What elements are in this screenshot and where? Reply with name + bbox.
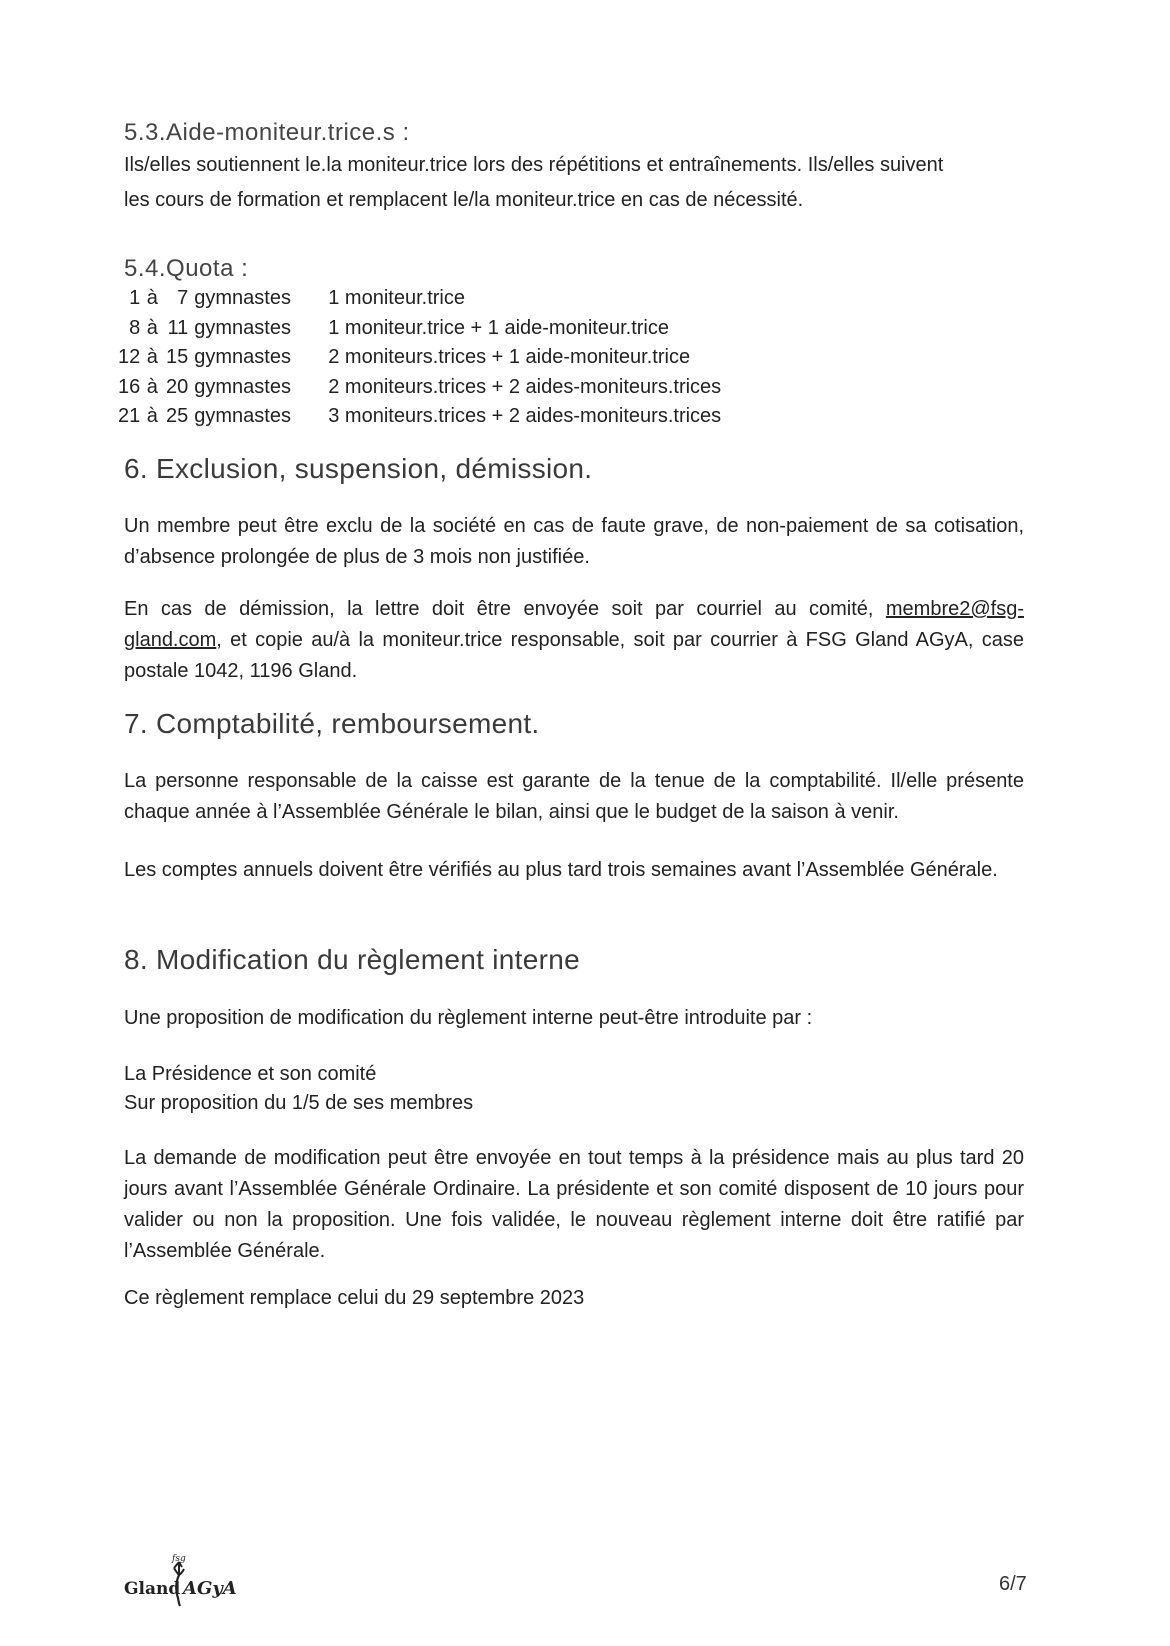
quota-unit: gymnastes bbox=[194, 316, 291, 339]
quota-separator: à bbox=[146, 405, 158, 428]
email-link[interactable]: membre2@fsg-gland.com bbox=[124, 598, 1024, 651]
quota-from: 1 bbox=[129, 287, 141, 310]
quota-separator: à bbox=[146, 375, 158, 398]
section-5-3-line-2: les cours de formation et remplacent le/la moniteur.trice en cas de nécessité. bbox=[124, 189, 804, 211]
logo-text-left: Gland bbox=[124, 1579, 181, 1599]
quota-description: 1 moniteur.trice + 1 aide-moniteur.trice bbox=[328, 316, 669, 339]
closing-statement: Ce règlement remplace celui du 29 septembre 2023 bbox=[124, 1287, 585, 1309]
section-5-3-line-1: Ils/elles soutiennent le.la moniteur.trice lors des répétitions et entraînements. Ils/elles suivent bbox=[124, 154, 944, 176]
quota-row bbox=[118, 343, 721, 373]
logo-text-top: fsg bbox=[172, 1554, 186, 1564]
quota-separator: à bbox=[146, 316, 158, 339]
quota-to: 11 bbox=[167, 316, 189, 339]
section-7-heading: 7. Comptabilité, remboursement. bbox=[124, 708, 540, 739]
section-6-paragraph-1: Un membre peut être exclu de la société en cas de faute grave, de non-paiement de sa cotisation, d’absence prolongée de plus de 3 mois non justifiée. bbox=[124, 515, 1024, 568]
section-6-paragraph-2-end: , et copie au/à la moniteur.trice responsable, soit par courrier à FSG Gland AGyA, case postale 1042, 1196 Gland. bbox=[124, 629, 1024, 682]
quota-from: 21 bbox=[118, 405, 141, 428]
quota-unit: gymnastes bbox=[194, 346, 291, 369]
quota-description: 1 moniteur.trice bbox=[328, 287, 465, 310]
quota-to: 15 bbox=[166, 346, 189, 369]
quota-table bbox=[118, 284, 721, 432]
quota-description: 2 moniteurs.trices + 2 aides-moniteurs.trices bbox=[328, 375, 722, 398]
page-number: 6/7 bbox=[999, 1573, 1027, 1595]
logo-graphic bbox=[124, 1548, 274, 1608]
section-7-paragraph-1: La personne responsable de la caisse est garante de la tenue de la comptabilité. Il/elle présente chaque année à l’Assemblée Générale le bilan, ainsi que le budget de la saison à venir. bbox=[124, 770, 1024, 823]
section-8-paragraph: La demande de modification peut être envoyée en tout temps à la présidence mais au plus tard 20 jours avant l’Assemblée Générale Ordinaire. La présidente et son comité disposent de 10 jours pour valider ou non la proposition. Une fois validée, le nouveau règlement interne doit être ratifié par l’Assemblée Générale. bbox=[124, 1147, 1024, 1262]
section-6-paragraph-2 bbox=[124, 594, 1024, 687]
quota-row bbox=[118, 402, 721, 432]
section-5-3-heading: 5.3.Aide-moniteur.trice.s : bbox=[124, 119, 410, 146]
section-5-4-heading: 5.4.Quota : bbox=[124, 255, 249, 282]
quota-unit: gymnastes bbox=[194, 287, 291, 310]
quota-to: 25 bbox=[166, 405, 189, 428]
section-8-intro: Une proposition de modification du règlement interne peut-être introduite par : bbox=[124, 1007, 813, 1029]
section-5-3-text bbox=[124, 150, 1024, 216]
section-8-item-1: La Présidence et son comité bbox=[124, 1063, 377, 1085]
quota-to: 7 bbox=[177, 287, 189, 310]
quota-separator: à bbox=[146, 287, 158, 310]
quota-row bbox=[118, 284, 721, 314]
quota-from: 8 bbox=[129, 316, 141, 339]
quota-from: 16 bbox=[118, 375, 141, 398]
section-6-paragraph-2-start: En cas de démission, la lettre doit être envoyée soit par courriel au comité, bbox=[124, 598, 886, 620]
section-8-heading: 8. Modification du règlement interne bbox=[124, 944, 580, 975]
quota-row bbox=[118, 373, 721, 403]
quota-unit: gymnastes bbox=[194, 405, 291, 428]
quota-separator: à bbox=[146, 346, 158, 369]
logo-fsg-gland-agya bbox=[124, 1548, 274, 1608]
logo-text-right: AGyA bbox=[183, 1578, 237, 1599]
section-7-paragraph-2: Les comptes annuels doivent être vérifiés au plus tard trois semaines avant l’Assemblée Générale. bbox=[124, 859, 998, 881]
quota-description: 2 moniteurs.trices + 1 aide-moniteur.trice bbox=[328, 346, 691, 369]
quota-row bbox=[118, 314, 721, 344]
quota-to: 20 bbox=[166, 375, 189, 398]
section-8-item-2: Sur proposition du 1/5 de ses membres bbox=[124, 1092, 474, 1114]
quota-description: 3 moniteurs.trices + 2 aides-moniteurs.trices bbox=[328, 405, 722, 428]
quota-unit: gymnastes bbox=[194, 375, 291, 398]
section-6-heading: 6. Exclusion, suspension, démission. bbox=[124, 453, 593, 484]
quota-from: 12 bbox=[118, 346, 141, 369]
